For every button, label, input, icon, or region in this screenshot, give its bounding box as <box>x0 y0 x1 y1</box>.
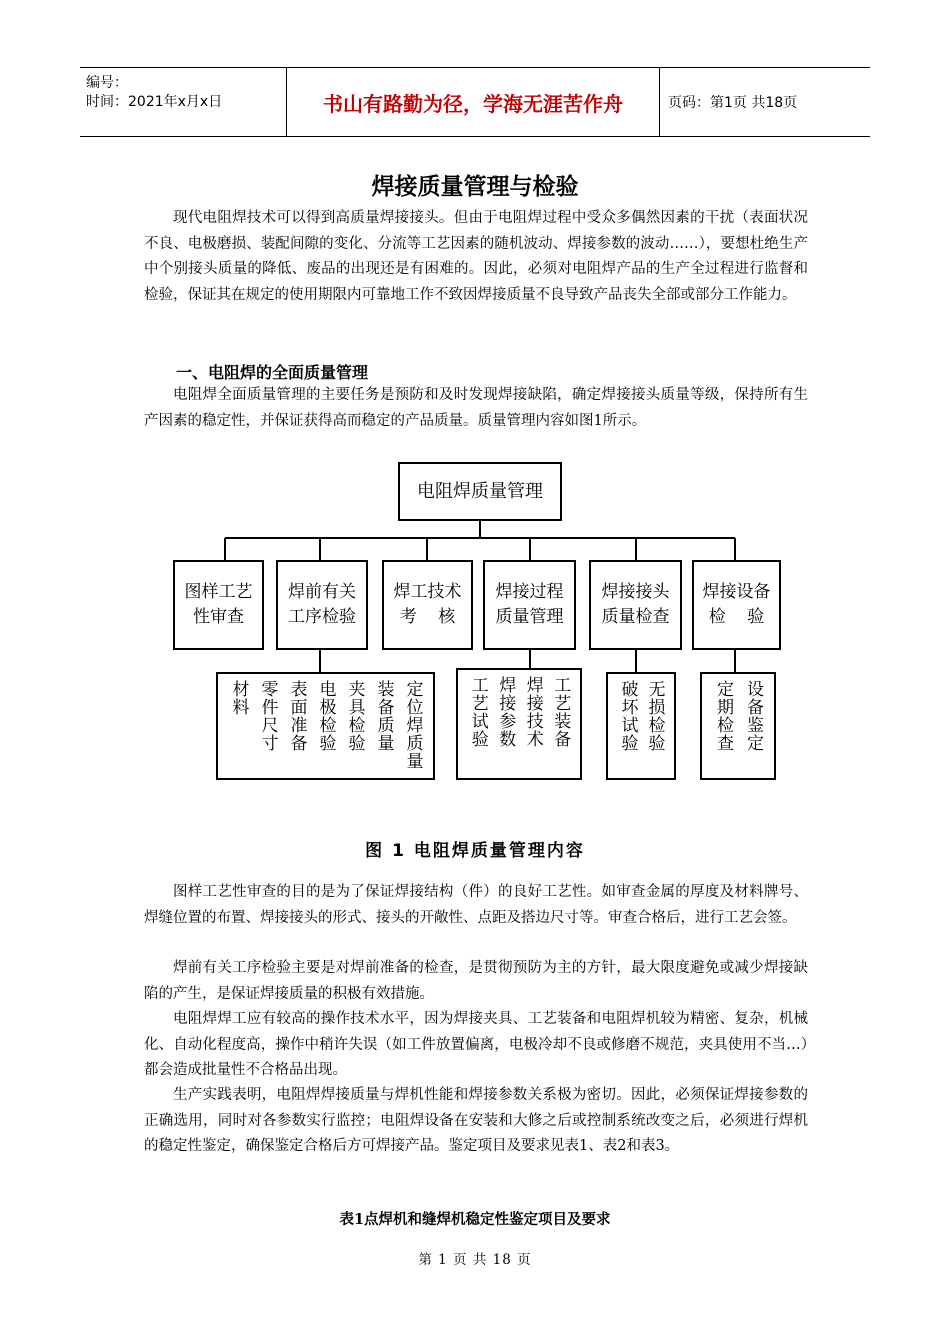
figure-caption: 图 1 电阻焊质量管理内容 <box>365 841 585 861</box>
group-item: 夹具检验 <box>344 680 365 752</box>
box-line: 焊接设备 <box>702 582 771 602</box>
box-line: 焊接过程 <box>495 582 564 602</box>
table-caption: 表1点焊机和缝焊机稳定性鉴定项目及要求 <box>339 1211 611 1228</box>
diagram-group-joint <box>606 672 676 780</box>
body-paragraph-3: 电阻焊焊工应有较高的操作技术水平，因为焊接夹具、工艺装备和电阻焊机较为精密、复杂，机械化、自动化程度高，操作中稍许失误（如工件放置偏离，电极冷却不良或修磨不规范，夹具使用不当…）都会造成批量性不合格品出现。 <box>144 1011 808 1078</box>
time-label: 时间：2021年x月x日 <box>86 94 223 110</box>
box-line: 图样工艺 <box>184 582 253 602</box>
group-item: 工艺试验 <box>467 676 488 748</box>
body-paragraph-1: 图样工艺性审查的目的是为了保证焊接结构（件）的良好工艺性。如审查金属的厚度及材料牌号、焊缝位置的布置、焊接接头的形式、接头的开敞性、点距及搭边尺寸等。审查合格后，进行工艺会签。 <box>144 884 808 926</box>
diagram-equipment-inspection <box>692 560 781 650</box>
group-item: 破坏试验 <box>617 680 638 752</box>
group-item: 焊接参数 <box>495 676 516 748</box>
group-item: 材料 <box>228 680 249 716</box>
box-line: 质量检查 <box>601 607 670 627</box>
box-line: 考 核 <box>399 607 456 627</box>
diagram-group-process <box>456 668 582 780</box>
group-item: 焊接技术 <box>522 676 543 748</box>
header-page-info: 页码：第1页 共18页 <box>668 95 798 111</box>
group-item: 表面准备 <box>286 680 307 752</box>
diagram-group-pre-weld <box>216 672 435 780</box>
body-paragraph-4: 生产实践表明，电阻焊焊接质量与焊机性能和焊接参数关系极为密切。因此，必须保证焊接参数的正确选用，同时对各参数实行监控；电阻焊设备在安装和大修之后或控制系统改变之后，必须进行焊机的稳定性鉴定，确保鉴定合格后方可焊接产品。鉴定项目及要求见表1、表2和表3。 <box>144 1087 808 1154</box>
header-motto: 书山有路勤为径，学海无涯苦作舟 <box>287 68 660 136</box>
body-paragraph-2: 焊前有关工序检验主要是对焊前准备的检查，是贯彻预防为主的方针，最大限度避免或减少焊接缺陷的产生，是保证焊接质量的积极有效措施。 <box>144 960 808 1002</box>
group-item: 装备质量 <box>373 680 394 752</box>
diagram-joint-inspection <box>589 560 682 650</box>
section-paragraph: 电阻焊全面质量管理的主要任务是预防和及时发现焊接缺陷，确定焊接接头质量等级，保持所有生产因素的稳定性，并保证获得高而稳定的产品质量。质量管理内容如图1所示。 <box>144 387 808 429</box>
box-line: 焊工技术 <box>393 582 462 602</box>
diagram-welder-assessment <box>382 560 473 650</box>
page-title: 焊接质量管理与检验 <box>371 174 579 200</box>
group-item: 定位焊质量 <box>402 680 423 770</box>
diagram-root: 电阻焊质量管理 <box>398 462 562 521</box>
page-footer: 第 1 页 共 18 页 <box>418 1252 532 1268</box>
intro-paragraph: 现代电阻焊技术可以得到高质量焊接接头。但由于电阻焊过程中受众多偶然因素的干扰（表面状况不良、电极磨损、装配间隙的变化、分流等工艺因素的随机波动、焊接参数的波动……），要想杜绝生产中个别接头质量的降低、废品的出现还是有困难的。因此，必须对电阻焊产品的生产全过程进行监督和检验，保证其在规定的使用期限内可靠地工作不致因焊接质量不良导致产品丧失全部或部分工作能力。 <box>144 210 808 303</box>
box-line: 焊前有关 <box>288 582 356 602</box>
box-line: 质量管理 <box>495 607 564 627</box>
box-line: 检 验 <box>708 607 765 627</box>
group-item: 无损检验 <box>644 680 665 752</box>
box-line: 性审查 <box>193 607 244 627</box>
section-heading: 一、电阻焊的全面质量管理 <box>176 363 369 382</box>
number-label: 编号： <box>86 75 128 91</box>
group-item: 零件尺寸 <box>257 680 278 752</box>
group-item: 工艺装备 <box>550 676 571 748</box>
box-line: 焊接接头 <box>601 582 670 602</box>
diagram-process-management <box>483 560 576 650</box>
diagram-group-equipment <box>700 672 776 780</box>
group-item: 设备鉴定 <box>743 680 763 752</box>
box-line: 工序检验 <box>288 607 356 627</box>
group-item: 电极检验 <box>315 680 336 752</box>
group-item: 定期检查 <box>713 680 733 752</box>
diagram-pre-weld-inspection <box>276 560 368 650</box>
diagram-drawing-review <box>173 560 264 650</box>
